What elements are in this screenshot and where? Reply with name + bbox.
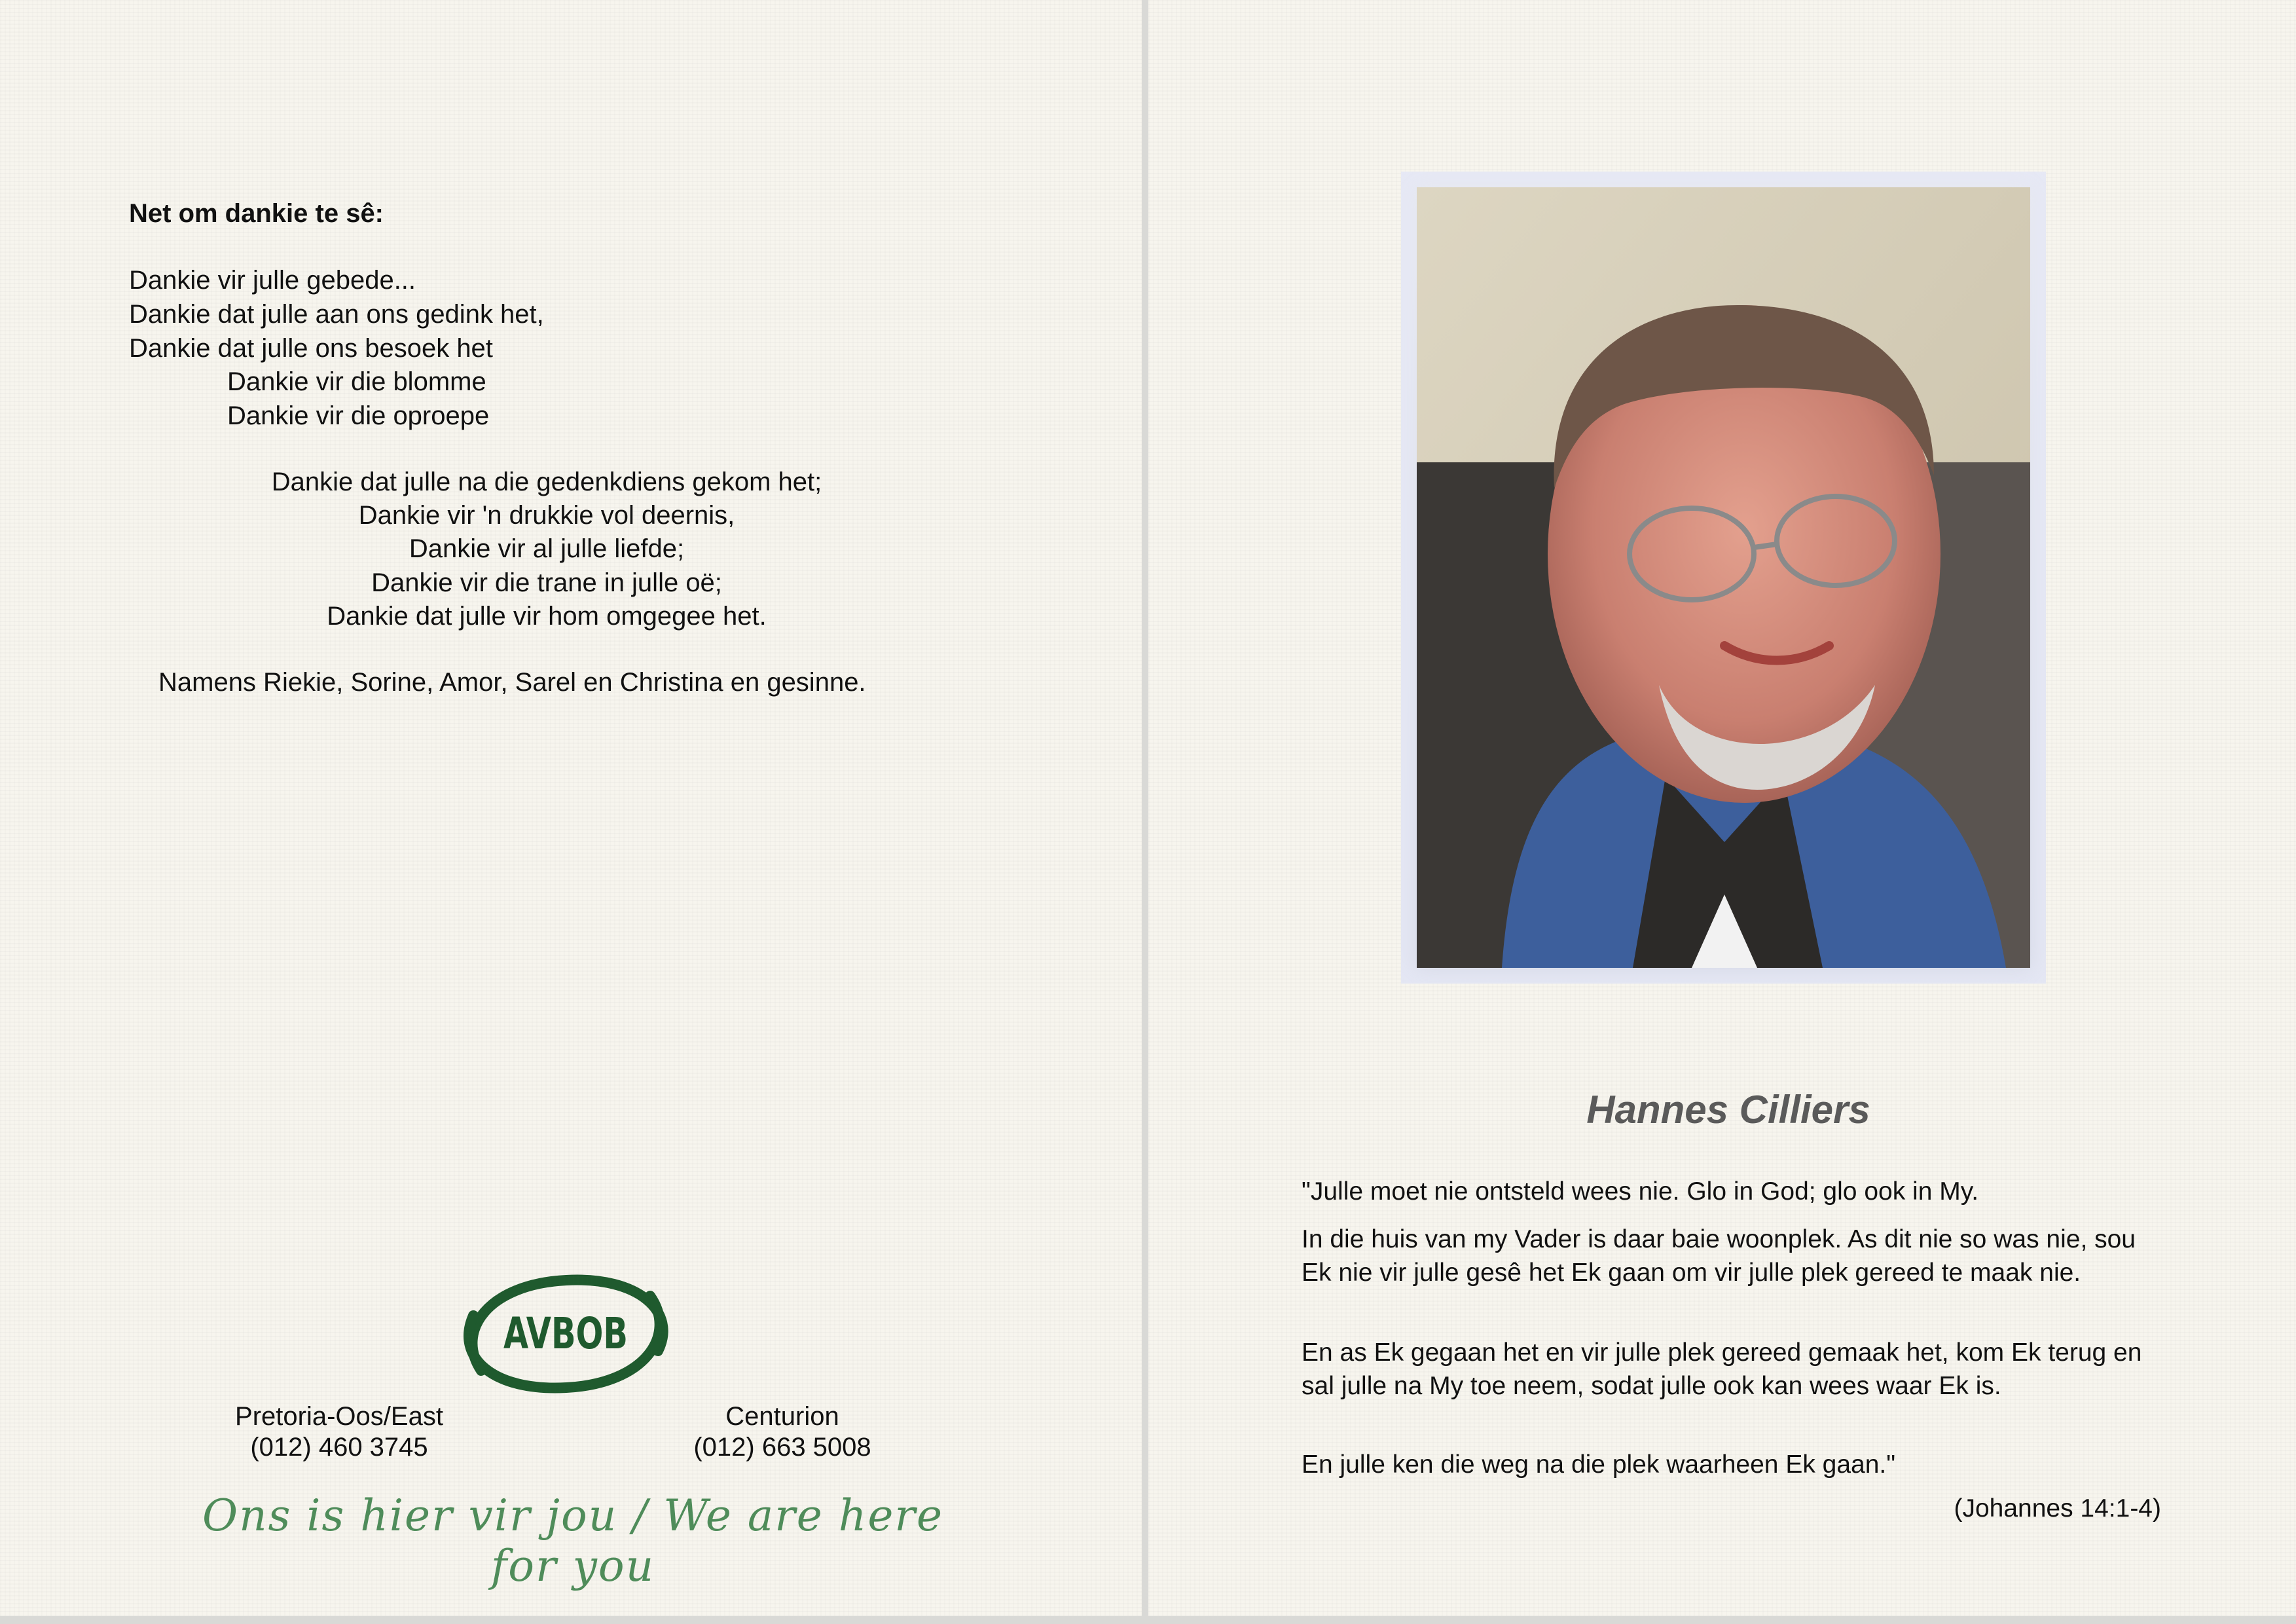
stanza1-line: Dankie dat julle ons besoek het xyxy=(129,334,493,363)
stanza1-line: Dankie dat julle aan ons gedink het, xyxy=(129,300,544,329)
verse-reference: (Johannes 14:1-4) xyxy=(1954,1494,2161,1522)
stanza2-line: Dankie vir 'n drukkie vol deernis, xyxy=(358,501,735,530)
signoff: Namens Riekie, Sorine, Amor, Sarel en Christina en gesinne. xyxy=(158,668,866,697)
deceased-name: Hannes Cilliers xyxy=(1586,1088,1870,1132)
branch-centurion-phone: (012) 663 5008 xyxy=(693,1433,871,1462)
verse-paragraph: In die huis van my Vader is daar baie woonplek. As dit nie so was nie, sou Ek nie vir julle gesê het Ek gaan om vir julle plek gereed te maak nie. xyxy=(1302,1225,2136,1287)
branch-pretoria-phone: (012) 460 3745 xyxy=(250,1433,428,1462)
tagline: Ons is hier vir jou / We are here for you xyxy=(202,1490,944,1591)
left-page xyxy=(0,0,1142,1616)
stanza2-line: Dankie vir die trane in julle oë; xyxy=(371,568,722,597)
stanza2-line: Dankie dat julle vir hom omgegee het. xyxy=(327,602,767,631)
stanza1-line: Dankie vir die oproepe xyxy=(227,401,490,430)
stanza2-line: Dankie vir al julle liefde; xyxy=(409,534,685,563)
avbob-logo xyxy=(462,1272,670,1394)
branch-pretoria-name: Pretoria-Oos/East xyxy=(235,1402,443,1431)
verse-paragraph: "Julle moet nie ontsteld wees nie. Glo in God; glo ook in My. xyxy=(1302,1177,1979,1206)
stanza1-line: Dankie vir die blomme xyxy=(227,367,486,396)
stanza1-line: Dankie vir julle gebede... xyxy=(129,266,416,295)
thanks-heading: Net om dankie te sê: xyxy=(129,199,384,228)
verse-paragraph: En julle ken die weg na die plek waarheen Ek gaan." xyxy=(1302,1450,1896,1479)
branch-centurion-name: Centurion xyxy=(725,1402,839,1431)
logo-text: AVBOB xyxy=(503,1308,628,1359)
verse-paragraph: En as Ek gegaan het en vir julle plek gereed gemaak het, kom Ek terug en sal julle na My toe neem, sodat julle ook kan wees waar Ek is. xyxy=(1302,1338,2142,1400)
stanza2-line: Dankie dat julle na die gedenkdiens gekom het; xyxy=(271,468,822,496)
portrait-photo xyxy=(1401,172,2046,984)
